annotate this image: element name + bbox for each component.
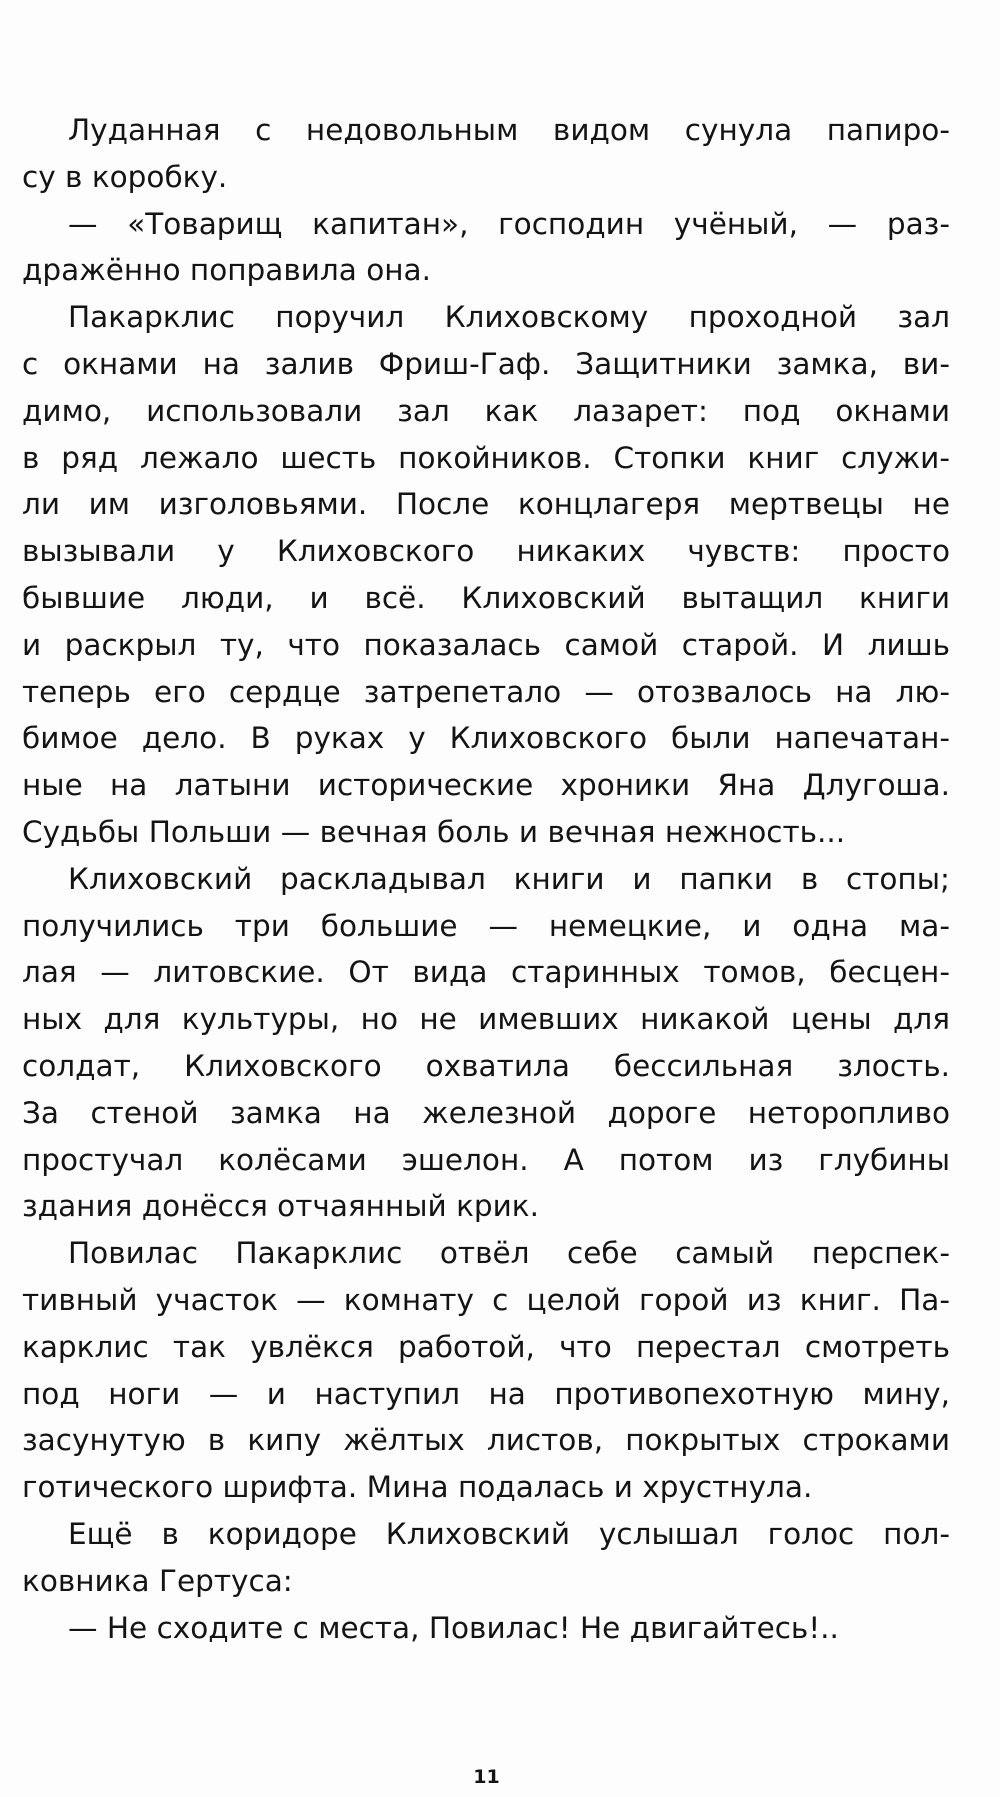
text-line: простучал колёсами эшелон. А потом из глубины bbox=[22, 1142, 950, 1177]
text-line: в ряд лежало шесть покойников. Стопки книг служи- bbox=[22, 440, 950, 475]
text-line: Повилас Пакарклис отвёл себе самый перспек- bbox=[68, 1236, 950, 1271]
body-text bbox=[22, 107, 950, 1651]
text-line: вызывали у Клиховского никаких чувств: просто bbox=[22, 534, 950, 569]
text-line: тивный участок — комнату с целой горой из книг. Па- bbox=[22, 1282, 950, 1317]
text-line: димо, использовали зал как лазарет: под окнами bbox=[22, 393, 950, 428]
text-line: теперь его сердце затрепетало — отозвалось на лю- bbox=[22, 674, 950, 709]
text-line: Клиховский раскладывал книги и папки в стопы; bbox=[68, 861, 950, 896]
page-number: 11 bbox=[473, 1766, 500, 1788]
text-line: ли им изголовьями. После концлагеря мертвецы не bbox=[22, 487, 950, 522]
text-line: и раскрыл ту, что показалась самой старой. И лишь bbox=[22, 627, 950, 662]
text-line: ные на латыни исторические хроники Яна Длугоша. bbox=[22, 768, 950, 803]
text-line: получились три большие — немецкие, и одна ма- bbox=[22, 908, 950, 943]
text-line: дражённо поправила она. bbox=[22, 253, 432, 288]
text-line: готического шрифта. Мина подалась и хрустнула. bbox=[22, 1470, 813, 1505]
text-line: бывшие люди, и всё. Клиховский вытащил книги bbox=[22, 580, 950, 615]
text-line: карклис так увлёкся работой, что перестал смотреть bbox=[22, 1329, 950, 1364]
text-line: с окнами на залив Фриш-Гаф. Защитники замка, ви- bbox=[22, 346, 950, 381]
text-line: засунутую в кипу жёлтых листов, покрытых строками bbox=[22, 1423, 950, 1458]
text-line: Луданная с недовольным видом сунула папиро- bbox=[68, 113, 950, 147]
text-line: здания донёсся отчаянный крик. bbox=[22, 1189, 539, 1224]
text-line: ных для культуры, но не имевших никакой цены для bbox=[22, 1002, 950, 1037]
text-line: под ноги — и наступил на противопехотную мину, bbox=[22, 1376, 950, 1411]
text-line: — «Товарищ капитан», господин учёный, — раз- bbox=[68, 206, 950, 241]
text-line: Судьбы Польши — вечная боль и вечная нежность... bbox=[22, 814, 846, 849]
text-line: ковника Гертуса: bbox=[22, 1563, 293, 1598]
text-line: — Не сходите с места, Повилас! Не двигайтесь!.. bbox=[68, 1610, 839, 1645]
text-line: Пакарклис поручил Клиховскому проходной зал bbox=[68, 300, 950, 335]
text-line: За стеной замка на железной дороге неторопливо bbox=[22, 1095, 950, 1130]
text-line: солдат, Клиховского охватила бессильная злость. bbox=[22, 1048, 950, 1083]
text-line: Ещё в коридоре Клиховский услышал голос пол- bbox=[68, 1516, 950, 1551]
text-line: лая — литовские. От вида старинных томов, бесцен- bbox=[22, 955, 950, 990]
text-line: бимое дело. В руках у Клиховского были напечатан- bbox=[22, 721, 950, 756]
text-line: су в коробку. bbox=[22, 159, 228, 194]
